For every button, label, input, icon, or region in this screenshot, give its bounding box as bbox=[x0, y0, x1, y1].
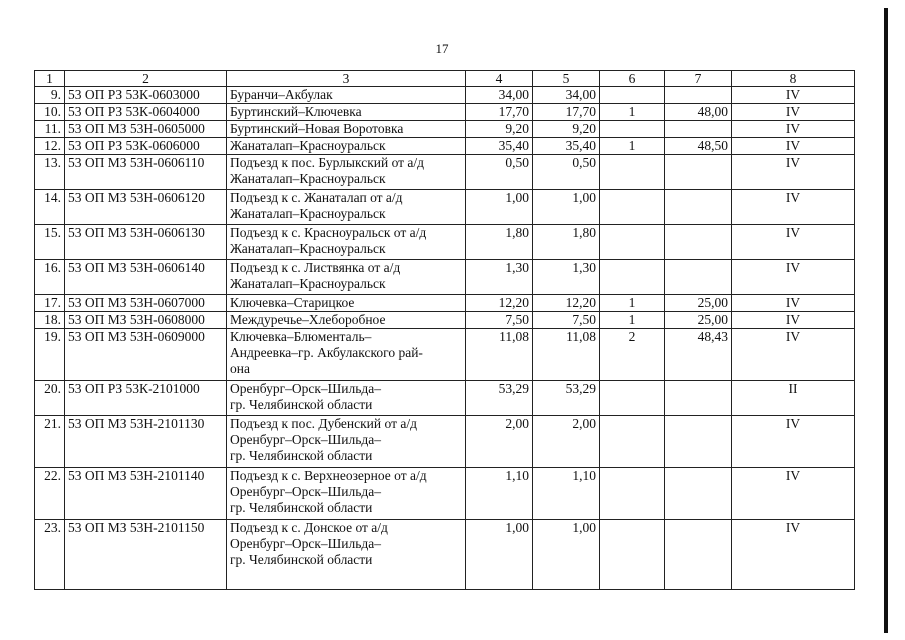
total-length-cell: 2,00 bbox=[466, 416, 533, 468]
total-length-cell: 9,20 bbox=[466, 121, 533, 138]
row-number-cell: 13. bbox=[35, 155, 65, 190]
bridge-count-cell bbox=[600, 155, 665, 190]
row-number-cell: 14. bbox=[35, 190, 65, 225]
bridge-length-cell bbox=[665, 190, 732, 225]
road-name-cell: Подъезд к с. Листвянка от а/д Жанаталап–Красноуральск bbox=[227, 260, 466, 295]
row-number-cell: 18. bbox=[35, 312, 65, 329]
row-number-cell: 16. bbox=[35, 260, 65, 295]
road-name-cell: Буранчи–Акбулак bbox=[227, 87, 466, 104]
header-cell: 5 bbox=[533, 71, 600, 87]
category-cell: IV bbox=[732, 190, 855, 225]
table-row bbox=[35, 138, 855, 155]
hard-surface-length-cell: 9,20 bbox=[533, 121, 600, 138]
hard-surface-length-cell: 34,00 bbox=[533, 87, 600, 104]
category-cell: IV bbox=[732, 225, 855, 260]
road-code-cell: 53 ОП МЗ 53Н-0606120 bbox=[65, 190, 227, 225]
table-row bbox=[35, 225, 855, 260]
bridge-count-cell bbox=[600, 87, 665, 104]
table-row bbox=[35, 520, 855, 590]
total-length-cell: 17,70 bbox=[466, 104, 533, 121]
table-row bbox=[35, 190, 855, 225]
row-number-cell: 11. bbox=[35, 121, 65, 138]
table-row bbox=[35, 468, 855, 520]
table-row bbox=[35, 260, 855, 295]
bridge-count-cell bbox=[600, 520, 665, 590]
bridge-length-cell bbox=[665, 121, 732, 138]
page-number: 17 bbox=[435, 41, 449, 56]
row-number-cell: 9. bbox=[35, 87, 65, 104]
category-cell: IV bbox=[732, 468, 855, 520]
road-name-cell: Подъезд к пос. Дубенский от а/д Оренбург–Орск–Шильда– гр. Челябинской области bbox=[227, 416, 466, 468]
total-length-cell: 53,29 bbox=[466, 381, 533, 416]
bridge-length-cell: 25,00 bbox=[665, 295, 732, 312]
road-name-cell: Ключевка–Старицкое bbox=[227, 295, 466, 312]
bridge-count-cell bbox=[600, 468, 665, 520]
road-code-cell: 53 ОП МЗ 53Н-2101140 bbox=[65, 468, 227, 520]
road-name-cell: Подъезд к с. Донское от а/д Оренбург–Орск–Шильда– гр. Челябинской области bbox=[227, 520, 466, 590]
hard-surface-length-cell: 0,50 bbox=[533, 155, 600, 190]
bridge-count-cell bbox=[600, 225, 665, 260]
road-code-cell: 53 ОП МЗ 53Н-2101150 bbox=[65, 520, 227, 590]
table-row bbox=[35, 87, 855, 104]
hard-surface-length-cell: 1,10 bbox=[533, 468, 600, 520]
total-length-cell: 1,10 bbox=[466, 468, 533, 520]
hard-surface-length-cell: 35,40 bbox=[533, 138, 600, 155]
hard-surface-length-cell: 11,08 bbox=[533, 329, 600, 381]
bridge-count-cell bbox=[600, 190, 665, 225]
category-cell: IV bbox=[732, 155, 855, 190]
row-number-cell: 19. bbox=[35, 329, 65, 381]
table-row bbox=[35, 104, 855, 121]
road-code-cell: 53 ОП РЗ 53К-0604000 bbox=[65, 104, 227, 121]
total-length-cell: 12,20 bbox=[466, 295, 533, 312]
road-name-cell: Оренбург–Орск–Шильда– гр. Челябинской области bbox=[227, 381, 466, 416]
header-cell: 8 bbox=[732, 71, 855, 87]
bridge-count-cell bbox=[600, 260, 665, 295]
total-length-cell: 1,80 bbox=[466, 225, 533, 260]
total-length-cell: 0,50 bbox=[466, 155, 533, 190]
bridge-length-cell bbox=[665, 225, 732, 260]
road-code-cell: 53 ОП МЗ 53Н-2101130 bbox=[65, 416, 227, 468]
road-code-cell: 53 ОП МЗ 53Н-0607000 bbox=[65, 295, 227, 312]
hard-surface-length-cell: 2,00 bbox=[533, 416, 600, 468]
header-cell: 1 bbox=[35, 71, 65, 87]
row-number-cell: 15. bbox=[35, 225, 65, 260]
total-length-cell: 1,30 bbox=[466, 260, 533, 295]
road-code-cell: 53 ОП РЗ 53К-2101000 bbox=[65, 381, 227, 416]
table-row bbox=[35, 121, 855, 138]
road-code-cell: 53 ОП МЗ 53Н-0605000 bbox=[65, 121, 227, 138]
table-row bbox=[35, 329, 855, 381]
road-name-cell: Подъезд к с. Верхнеозерное от а/д Оренбург–Орск–Шильда– гр. Челябинской области bbox=[227, 468, 466, 520]
bridge-count-cell bbox=[600, 381, 665, 416]
bridge-length-cell bbox=[665, 381, 732, 416]
road-name-cell: Подъезд к с. Жанаталап от а/д Жанаталап–Красноуральск bbox=[227, 190, 466, 225]
hard-surface-length-cell: 1,00 bbox=[533, 520, 600, 590]
bridge-length-cell bbox=[665, 468, 732, 520]
road-code-cell: 53 ОП РЗ 53К-0606000 bbox=[65, 138, 227, 155]
bridge-length-cell: 48,00 bbox=[665, 104, 732, 121]
category-cell: IV bbox=[732, 87, 855, 104]
road-name-cell: Буртинский–Новая Воротовка bbox=[227, 121, 466, 138]
category-cell: IV bbox=[732, 138, 855, 155]
table-row bbox=[35, 381, 855, 416]
road-name-cell: Жанаталап–Красноуральск bbox=[227, 138, 466, 155]
hard-surface-length-cell: 1,30 bbox=[533, 260, 600, 295]
total-length-cell: 35,40 bbox=[466, 138, 533, 155]
category-cell: IV bbox=[732, 121, 855, 138]
hard-surface-length-cell: 12,20 bbox=[533, 295, 600, 312]
road-table bbox=[34, 70, 855, 590]
hard-surface-length-cell: 17,70 bbox=[533, 104, 600, 121]
category-cell: IV bbox=[732, 104, 855, 121]
category-cell: IV bbox=[732, 329, 855, 381]
category-cell: IV bbox=[732, 312, 855, 329]
category-cell: IV bbox=[732, 295, 855, 312]
road-code-cell: 53 ОП МЗ 53Н-0609000 bbox=[65, 329, 227, 381]
header-cell: 3 bbox=[227, 71, 466, 87]
bridge-count-cell: 1 bbox=[600, 104, 665, 121]
row-number-cell: 22. bbox=[35, 468, 65, 520]
bridge-length-cell: 48,43 bbox=[665, 329, 732, 381]
road-name-cell: Подъезд к с. Красноуральск от а/д Жанаталап–Красноуральск bbox=[227, 225, 466, 260]
category-cell: IV bbox=[732, 416, 855, 468]
row-number-cell: 12. bbox=[35, 138, 65, 155]
road-name-cell: Подъезд к пос. Бурлыкский от а/д Жанаталап–Красноуральск bbox=[227, 155, 466, 190]
table-row bbox=[35, 416, 855, 468]
row-number-cell: 10. bbox=[35, 104, 65, 121]
hard-surface-length-cell: 7,50 bbox=[533, 312, 600, 329]
total-length-cell: 1,00 bbox=[466, 520, 533, 590]
row-number-cell: 23. bbox=[35, 520, 65, 590]
bridge-count-cell: 1 bbox=[600, 312, 665, 329]
road-code-cell: 53 ОП РЗ 53К-0603000 bbox=[65, 87, 227, 104]
total-length-cell: 7,50 bbox=[466, 312, 533, 329]
category-cell: IV bbox=[732, 260, 855, 295]
bridge-length-cell bbox=[665, 416, 732, 468]
bridge-count-cell: 2 bbox=[600, 329, 665, 381]
bridge-length-cell bbox=[665, 155, 732, 190]
header-cell: 2 bbox=[65, 71, 227, 87]
bridge-length-cell: 25,00 bbox=[665, 312, 732, 329]
table-row bbox=[35, 295, 855, 312]
bridge-length-cell bbox=[665, 87, 732, 104]
row-number-cell: 20. bbox=[35, 381, 65, 416]
bridge-length-cell bbox=[665, 260, 732, 295]
road-name-cell: Ключевка–Блюменталь– Андреевка–гр. Акбулакского рай- она bbox=[227, 329, 466, 381]
road-code-cell: 53 ОП МЗ 53Н-0608000 bbox=[65, 312, 227, 329]
road-code-cell: 53 ОП МЗ 53Н-0606110 bbox=[65, 155, 227, 190]
bridge-count-cell: 1 bbox=[600, 138, 665, 155]
total-length-cell: 34,00 bbox=[466, 87, 533, 104]
hard-surface-length-cell: 53,29 bbox=[533, 381, 600, 416]
road-code-cell: 53 ОП МЗ 53Н-0606130 bbox=[65, 225, 227, 260]
total-length-cell: 1,00 bbox=[466, 190, 533, 225]
road-name-cell: Буртинский–Ключевка bbox=[227, 104, 466, 121]
row-number-cell: 17. bbox=[35, 295, 65, 312]
page-edge-bar bbox=[884, 8, 888, 633]
bridge-count-cell bbox=[600, 416, 665, 468]
header-cell: 6 bbox=[600, 71, 665, 87]
total-length-cell: 11,08 bbox=[466, 329, 533, 381]
road-code-cell: 53 ОП МЗ 53Н-0606140 bbox=[65, 260, 227, 295]
bridge-count-cell: 1 bbox=[600, 295, 665, 312]
table-row bbox=[35, 155, 855, 190]
bridge-count-cell bbox=[600, 121, 665, 138]
header-cell: 4 bbox=[466, 71, 533, 87]
hard-surface-length-cell: 1,00 bbox=[533, 190, 600, 225]
table-row bbox=[35, 312, 855, 329]
category-cell: IV bbox=[732, 520, 855, 590]
header-cell: 7 bbox=[665, 71, 732, 87]
road-name-cell: Междуречье–Хлеборобное bbox=[227, 312, 466, 329]
row-number-cell: 21. bbox=[35, 416, 65, 468]
category-cell: II bbox=[732, 381, 855, 416]
bridge-length-cell bbox=[665, 520, 732, 590]
table-header-row bbox=[35, 71, 855, 87]
bridge-length-cell: 48,50 bbox=[665, 138, 732, 155]
hard-surface-length-cell: 1,80 bbox=[533, 225, 600, 260]
